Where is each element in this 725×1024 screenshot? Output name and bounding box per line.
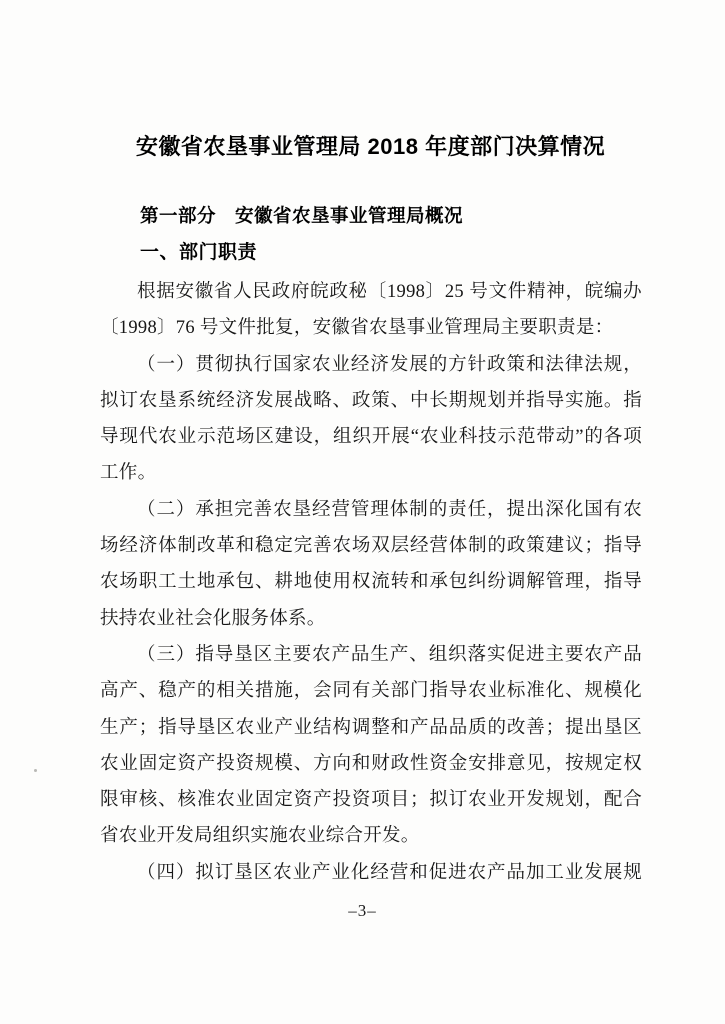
text-line: 拟订农垦系统经济发展战略、政策、中长期规划并指导实施。指 [100, 390, 642, 411]
subsection-heading: 一、部门职责 [140, 242, 258, 263]
text-line: 农业固定资产投资规模、方向和财政性资金安排意见，按规定权 [100, 753, 642, 774]
text-line: 工作。 [100, 463, 157, 484]
text-line: 农场职工土地承包、耕地使用权流转和承包纠纷调解管理，指导 [100, 572, 642, 593]
text-line: （二）承担完善农垦经营管理体制的责任，提出深化国有农 [137, 499, 642, 520]
document-title: 安徽省农垦事业管理局 2018 年度部门决算情况 [135, 134, 606, 159]
text-line: 扶持农业社会化服务体系。 [100, 608, 326, 629]
text-line: 高产、稳产的相关措施，会同有关部门指导农业标准化、规模化 [100, 681, 642, 702]
text-line: 导现代农业示范场区建设，组织开展“农业科技示范带动”的各项 [100, 427, 642, 448]
text-line: 省农业开发局组织实施农业综合开发。 [100, 826, 420, 847]
text-line: （一）贯彻执行国家农业经济发展的方针政策和法律法规， [137, 354, 642, 375]
text-line: 限审核、核准农业固定资产投资项目；拟订农业开发规划，配合 [100, 790, 642, 811]
text-line: 〔1998〕76 号文件批复，安徽省农垦事业管理局主要职责是： [100, 318, 614, 339]
text-line: （三）指导垦区主要农产品生产、组织落实促进主要农产品 [137, 644, 642, 665]
document-body [100, 274, 642, 891]
page-number: –3– [348, 901, 377, 920]
section-heading: 第一部分 安徽省农垦事业管理局概况 [140, 205, 464, 226]
text-line: 场经济体制改革和稳定完善农场双层经营体制的政策建议；指导 [100, 536, 642, 557]
text-line: （四）拟订垦区农业产业化经营和促进农产品加工业发展规 [137, 862, 642, 883]
text-line: 根据安徽省人民政府皖政秘〔1998〕25 号文件精神，皖编办 [137, 282, 642, 302]
scan-artifact-speck [34, 769, 37, 772]
text-line: 生产；指导垦区农业产业结构调整和产品品质的改善；提出垦区 [100, 717, 642, 738]
